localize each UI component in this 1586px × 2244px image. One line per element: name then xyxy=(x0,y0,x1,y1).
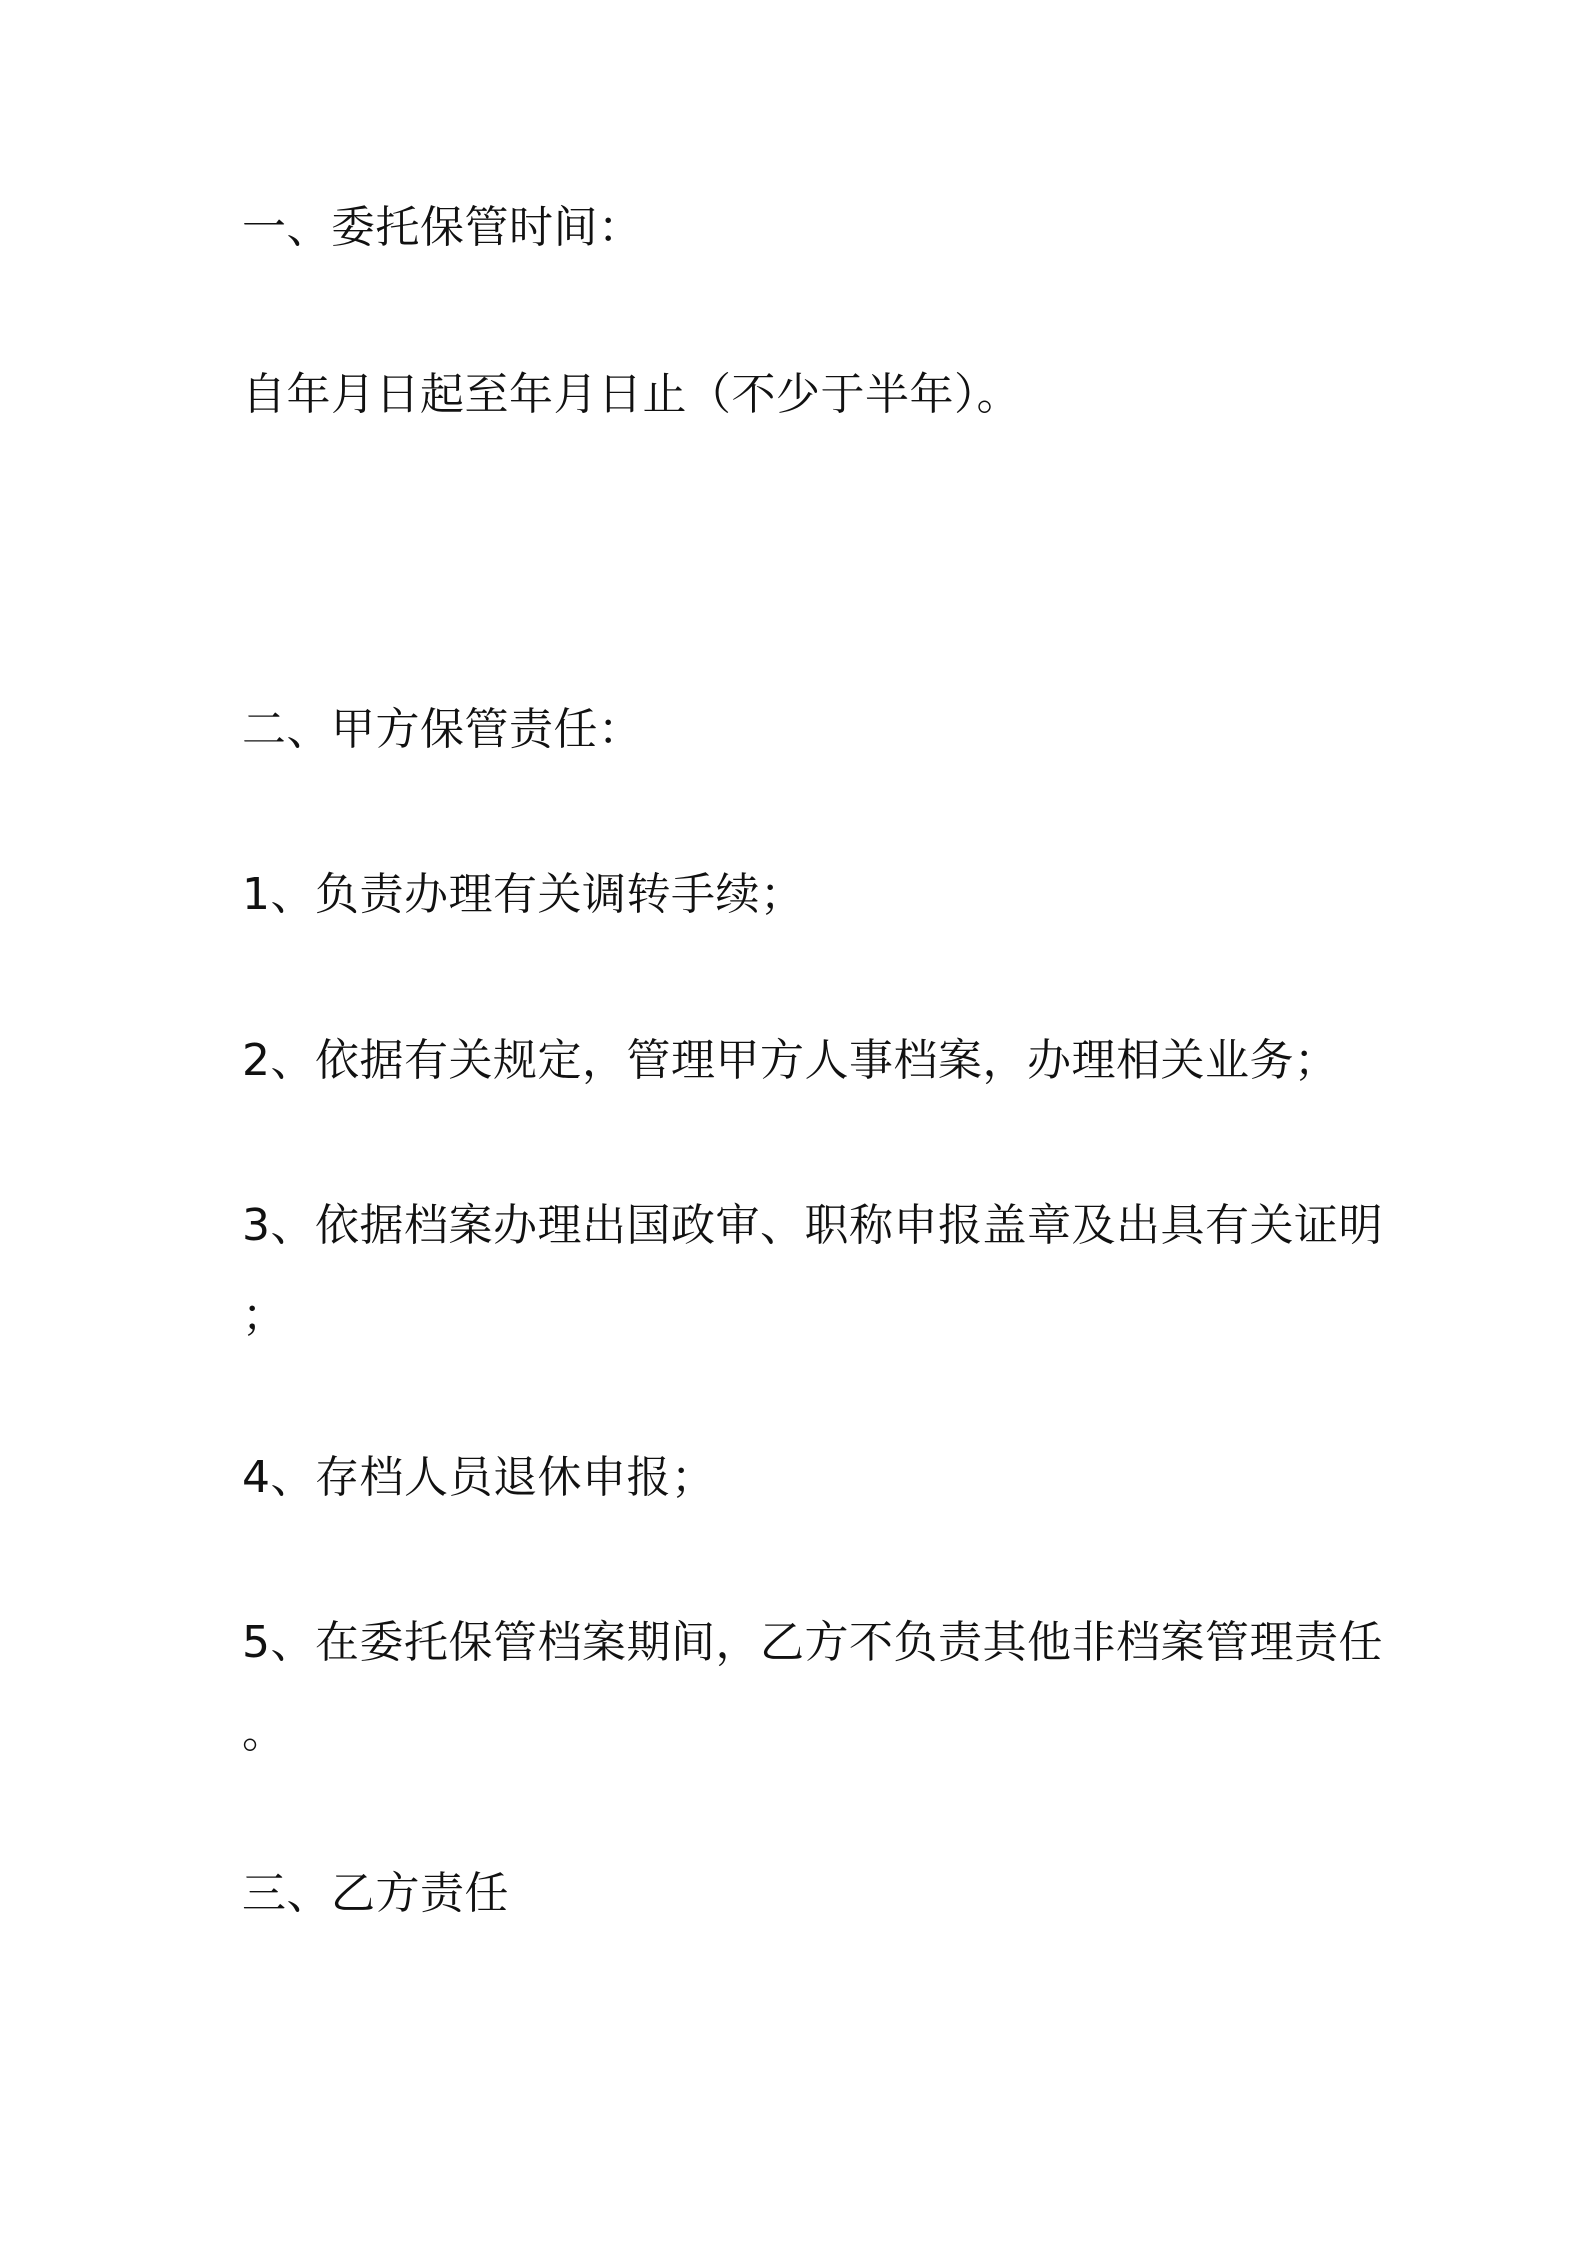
section-2-item-5: 5、在委托保管档案期间，乙方不负责其他非档案管理责任 xyxy=(242,1617,1383,1668)
section-2-item-3: 3、依据档案办理出国政审、职称申报盖章及出具有关证明 xyxy=(242,1200,1383,1251)
section-2-item-5-continuation: 。 xyxy=(242,1707,287,1758)
section-2-item-1: 1、负责办理有关调转手续； xyxy=(242,869,805,920)
section-1-heading: 一、委托保管时间： xyxy=(242,202,643,253)
section-2-heading: 二、甲方保管责任： xyxy=(242,704,643,755)
section-2-item-4: 4、存档人员退休申报； xyxy=(242,1452,716,1503)
section-1-body: 自年月日起至年月日止（不少于半年）。 xyxy=(242,369,1021,420)
section-2-item-2: 2、依据有关规定，管理甲方人事档案，办理相关业务； xyxy=(242,1035,1339,1086)
section-2-item-3-continuation: ； xyxy=(242,1290,287,1341)
section-3-heading: 三、乙方责任 xyxy=(242,1868,509,1919)
